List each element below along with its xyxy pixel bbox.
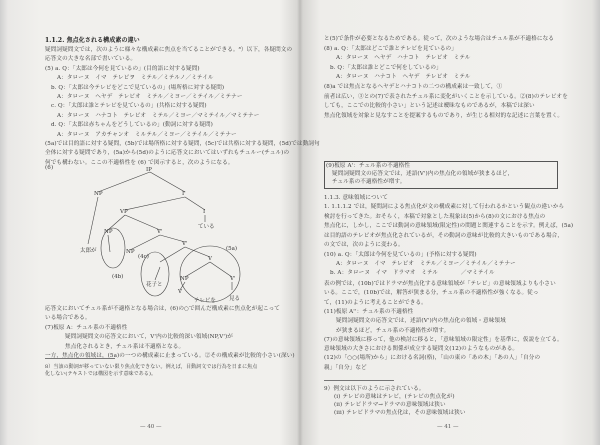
text-line: 疑問詞疑問文の応答文では，述語(V')内の焦点化の領域が狭まるほど， (332, 171, 514, 177)
tree-node: テレビを (194, 298, 216, 304)
tree-node: (5a) (226, 246, 238, 252)
text-line: 表の例では，(10b)ではドラマが焦点化する意味領域が「テレビ」の意味領域よりも小さい (324, 281, 556, 287)
text-line: (7)の意味領域に移って，他の検討に移ると，「意味領域の限定性」を基準に，仮説を立てる。 (324, 336, 563, 343)
text-line: 親」「自分」など (324, 364, 367, 371)
text-line: (8) a. Q：「太郎はどこで誰とテレビを見ているの」 (324, 45, 457, 52)
tree-node: V' (157, 229, 163, 235)
text-line: 応答文においてチュル系が不適格となる場合は，(6)の○で囲んだ構成素に焦点化が起こって (45, 306, 280, 312)
footnote: 8）当該の動詞が移っていない限り焦点化できない。例えば，目動詞文では行為を日まに焦点化しない(テキストでは構図を示す意味である)。 (45, 364, 258, 377)
text-line: (i) テレビの意味はテレビ，(テレビの焦点化が) (334, 394, 455, 400)
text-line: b. A：タローヌ イマ ドラマオ ミテル ／マミテイル (330, 270, 495, 276)
text-line: 検討を行ってきた。おそらく，本稿で対象とした現象は(5)から(8)の文における焦点の (324, 213, 546, 220)
syntax-tree (0, 159, 298, 307)
text-line: チュル系の不適格性が増す。 (332, 179, 406, 185)
text-line: 焦点化されるとき，チュル系は不適格となる。 (65, 343, 185, 350)
text-line: 焦点化領域を対象と見なすことを提案するものであり，が生じる相対的な記述に言葉を置く。 (324, 112, 564, 119)
tree-node: (4b) (112, 274, 124, 280)
text-line: 9）例文は以下のように示されている。 (324, 386, 425, 392)
tree-node: V (208, 256, 212, 262)
text-line: の文では，次のように変わる。 (324, 242, 404, 248)
text-line: 1.1.3. 意味領域について (324, 195, 388, 201)
tree-node: NP (126, 249, 135, 255)
text-line: 疑問詞疑問文の応答文において，V'内の比較的深い領域(NP,V')が (65, 334, 233, 341)
text-line: A：タローヌ ヘヤデ ハナコト テレビオ ミテル (336, 55, 471, 62)
text-line: c. Q：「太郎は誰とテレビを見ているの」(共格に対する疑問) (51, 103, 207, 110)
footnote-rule (45, 358, 115, 359)
text-line: 疑問詞疑問文の応答文では，述語(V')内の焦点化の領域・意味領域 (336, 318, 506, 325)
text-line: (11)板原 A''：チュル系の不適格性 (324, 308, 414, 315)
text-line: 一方，焦点化の領域は，(5a)の一つの構成素に止まっている。②その構成素が比較的小さい(深い) (45, 353, 295, 359)
text-line: 疑問詞疑問文では，次のように様々な構成素に焦点を当てることができる。⁸）以下，各疑問文の (45, 47, 293, 53)
text-line: いる。ここで，(10b)では，解答が狭まる分，チュル系の不適格性が強くなる。従っ (324, 290, 539, 297)
text-line: 1. 1.1.1.2 では，疑問詞による焦点化が文の構成素に対して行われるかという観点の違いから (324, 204, 565, 211)
text-line: (ii) テレビドラマ→ドラマの意味領域は狭い (334, 402, 446, 408)
text-line: (5a)では目的語に対する疑問，(5b)では場所格に対する疑問，(5c)では共格に対する疑問，(5d)では動詞句 (45, 141, 320, 147)
tree-node: VP (120, 209, 128, 215)
tree-node: V' (182, 241, 188, 247)
text-line: (10) a. Q：「太郎は今何を見ているの」(予格に対する疑問) (324, 252, 477, 258)
text-line: は目的語のテレビオが焦点化されているが，その動詞の意味が比較的大きいものである場合， (324, 232, 564, 239)
page-number: — 41 — (437, 424, 459, 430)
text-line: 何でも構わない。ここの不適格性を (6) で図示すると，次のようになる。 (45, 159, 234, 166)
text-line: A：タローヌ ハナコト テレビオ ミテル／ミヨー／マミテイル／マミテナー (57, 112, 260, 119)
text-line: (9)板原 A'：チュル系の不適格性 (326, 163, 411, 169)
tree-node: (4c) (138, 254, 149, 260)
text-line: (12)の「○○(場所)から」における名詞(格)，「山の東の「あの木」「あの人」「自分の (324, 355, 541, 362)
tree-node: V (178, 289, 182, 295)
text-line: A：タローヌ イマ テレビヲ ミテル／ミテルノ／ミテイル (57, 75, 214, 82)
text-line: A：タローヌ ハナコト ヘヤデ テレビオ ミテル (336, 74, 471, 81)
tree-node: 太郎が (80, 248, 97, 254)
text-line: A：タローヌ ヘヤデ テレビオ ミテル／ミヨー／ミテイル／ミテナー (57, 94, 243, 100)
text-line: 焦点化に，しかし，ここでは動詞の意味領域(限定性)の問題と関連することを示す。例えば，(5a) (324, 223, 574, 230)
tree-node: I' (182, 191, 186, 197)
text-line: しても，ここでの比較的小さい」という記述は曖昧なものであるが，本稿では深い (324, 103, 535, 110)
tree-node: ている (198, 224, 215, 230)
text-line: (7)板原 A：チュル系の不適格性 (45, 324, 128, 331)
text-line: d. Q：「太郎は赤ちゃんをどうしているの」(動詞に対する疑問) (51, 122, 213, 129)
text-line: (iii) テレビドラマの焦点化は，その意味領域は狭い (334, 410, 466, 416)
text-line: 前者は広い，③との(7)で表されたチュル系に変化がいくことを示している。②(8)のテレビオを (324, 93, 568, 100)
text-line: A：タローヌ アカチャンオ ミルテル／ミヨー／ミテイル／ミテナー (57, 131, 237, 138)
text-line: と(5)で条件が必要となるためである。従って，次のような場合はチュル系が不適格になる (324, 36, 555, 42)
tree-node: 花子と (146, 282, 163, 288)
text-line: て，(11)のように考えることができる。 (324, 299, 427, 306)
text-line: が狭まるほど，チュル系の不適格性が増す。 (336, 327, 450, 334)
tree-node: IP (146, 167, 152, 173)
text-line: 全体に対する疑問であり，(5a)から(5d)のように応答文においてはいずれもチュルー(チュル)の (45, 150, 290, 157)
text-line: b. Q：「太郎は今テレビをどこで見ているの」(場所格に対する疑問) (51, 84, 225, 91)
text-line: (8)a では焦点となるヘヤデとハナコトの二つの構成素は一致して，① (324, 84, 503, 90)
tree-node: NP (94, 191, 103, 197)
text-line: いる場合である。 (45, 315, 91, 322)
footnote-rule (324, 380, 394, 381)
tree-node: NP (180, 276, 189, 282)
text-line: 意味領域の大きさにおける関係が成立する疑問文(12)のようなものがある。 (324, 346, 519, 353)
tree-node: V' (230, 276, 236, 282)
page-number: — 40 — (140, 424, 162, 430)
right-page (302, 0, 600, 445)
text-line: 応答文の大きな名部で書いている。 (45, 56, 137, 63)
text-line: (5) a. Q：「太郎は今何を見ているの」(目的語に対する疑問) (45, 65, 200, 72)
section-heading: 1.1.2. 焦点化される構成素の違い (45, 37, 140, 44)
tree-node: I (203, 209, 206, 215)
tree-node: NP (104, 229, 113, 235)
tree-node: 見る (229, 296, 241, 302)
text-line: A：タローヌ イマ テレビオ ミテル／ミヨー／ミテイル／ミテナー (336, 261, 516, 267)
tree-label: (6) (45, 165, 54, 171)
text-line: b. Q：「太郎は誰とどこで何をしているの」 (330, 64, 442, 71)
